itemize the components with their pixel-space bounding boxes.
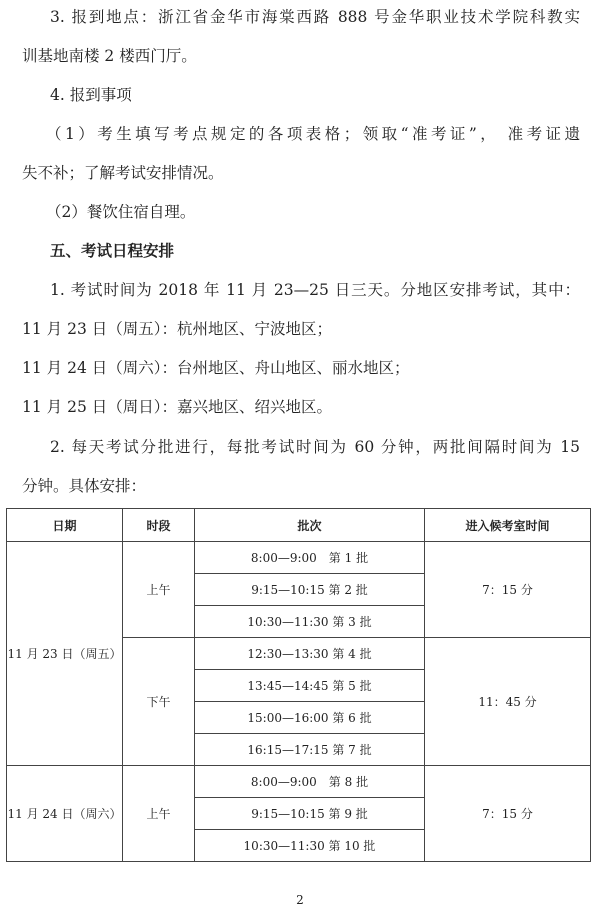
paragraph-item-1-line2: 失不补；了解考试安排情况。 — [22, 164, 224, 182]
header-date: 日期 — [7, 509, 123, 542]
schedule-table — [6, 508, 591, 862]
period-cell: 上午 — [123, 542, 195, 638]
batch-cell: 13:45—14:45 第 5 批 — [195, 670, 425, 702]
period-cell: 下午 — [123, 638, 195, 766]
paragraph-exam-time: 1. 考试时间为 2018 年 11 月 23—25 日三天。分地区安排考试，其中： — [50, 281, 580, 299]
paragraph-report-location-line2: 训基地南楼 2 楼西门厅。 — [22, 47, 197, 65]
batch-cell: 12:30—13:30 第 4 批 — [195, 638, 425, 670]
batch-cell: 16:15—17:15 第 7 批 — [195, 734, 425, 766]
period-cell: 上午 — [123, 766, 195, 862]
batch-cell: 15:00—16:00 第 6 批 — [195, 702, 425, 734]
paragraph-batches-line2: 分钟。具体安排： — [22, 477, 147, 495]
batch-cell: 8:00—9:00 第 1 批 — [195, 542, 425, 574]
table-row — [7, 542, 591, 574]
header-entry-time: 进入候考室时间 — [425, 509, 591, 542]
paragraph-day-25: 11 月 25 日（周日）：嘉兴地区、绍兴地区。 — [22, 398, 332, 416]
paragraph-item-2: （2）餐饮住宿自理。 — [46, 203, 196, 221]
paragraph-item-1-line1: （1）考生填写考点规定的各项表格；领取“准考证”， 准考证遗 — [46, 125, 580, 143]
batch-cell: 8:00—9:00 第 8 批 — [195, 766, 425, 798]
entry-time-cell: 7：15 分 — [425, 542, 591, 638]
paragraph-day-24: 11 月 24 日（周六）：台州地区、舟山地区、丽水地区； — [22, 359, 410, 377]
entry-time-cell: 7：15 分 — [425, 766, 591, 862]
paragraph-report-items: 4. 报到事项 — [50, 86, 132, 104]
batch-cell: 9:15—10:15 第 9 批 — [195, 798, 425, 830]
table-row — [7, 766, 591, 798]
page-number: 2 — [296, 893, 304, 907]
entry-time-cell: 11：45 分 — [425, 638, 591, 766]
table-header-row — [7, 509, 591, 542]
batch-cell: 9:15—10:15 第 2 批 — [195, 574, 425, 606]
header-period: 时段 — [123, 509, 195, 542]
paragraph-report-location-line1: 3. 报到地点：浙江省金华市海棠西路 888 号金华职业技术学院科教实 — [50, 8, 580, 26]
batch-cell: 10:30—11:30 第 10 批 — [195, 830, 425, 862]
batch-cell: 10:30—11:30 第 3 批 — [195, 606, 425, 638]
paragraph-day-23: 11 月 23 日（周五）：杭州地区、宁波地区； — [22, 320, 332, 338]
date-cell: 11 月 23 日（周五） — [7, 542, 123, 766]
header-batch: 批次 — [195, 509, 425, 542]
section-heading-schedule: 五、考试日程安排 — [50, 241, 175, 260]
paragraph-batches-line1: 2. 每天考试分批进行，每批考试时间为 60 分钟，两批间隔时间为 15 — [50, 438, 580, 456]
date-cell: 11 月 24 日（周六） — [7, 766, 123, 862]
